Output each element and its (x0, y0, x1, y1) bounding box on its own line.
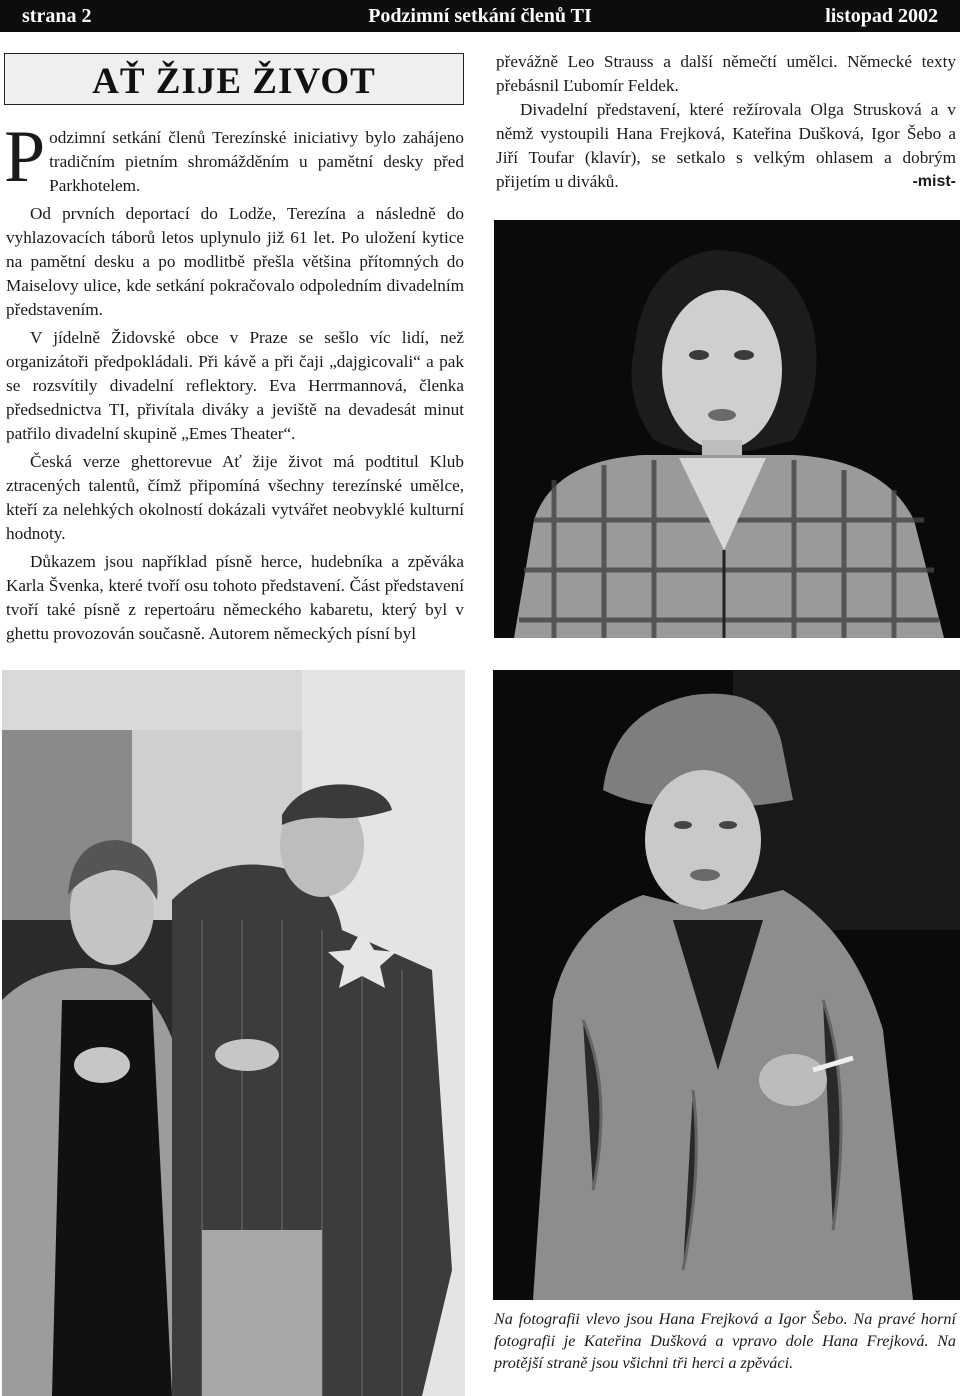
issue-date: listopad 2002 (825, 5, 938, 27)
article-paragraph: Podzimní setkání členů Terezínské iniciativy bylo zahájeno tradičním pietním shromážděním u pamětní desky před Parkhotelem. (4, 116, 464, 198)
page-header (0, 0, 960, 32)
photo-hana-frejkova-igor-sebo (2, 670, 465, 1396)
issue-title: Podzimní setkání členů TI (368, 5, 592, 27)
author-signature: -mist- (912, 173, 956, 190)
drop-cap: P (4, 116, 46, 198)
photo-caption: Na fotografii vlevo jsou Hana Frejková a Igor Šebo. Na pravé horní fotografii je Kateřina Dušková a vpravo dole Hana Frejková. Na protější straně jsou všichni tři herci a zpěváci. (494, 1310, 956, 1372)
article-paragraph: V jídelně Židovské obce v Praze se sešlo víc lidí, než organizátoři předpokládali. Při kávě a při čaji „dajgicovali“ a pak se rozsvítily divadelní reflektory. Eva Herrmannová, členka předsednictva TI, přivítala diváky a jeviště na devadesát minut patřilo divadelní skupině „Emes Theater“. (6, 328, 464, 443)
article-paragraph: převážně Leo Strauss a další němečtí umělci. Německé texty přebásnil Ľubomír Feldek. (496, 52, 956, 95)
article-column-right (496, 50, 956, 194)
article-paragraph: Česká verze ghettorevue Ať žije život má podtitul Klub ztracených talentů, čímž připomíná všechny terezínské umělce, kteří za nelehkých okolností dokázali vytvářet neobvyklé kulturní hodnoty. (6, 452, 464, 543)
article-column-left (4, 116, 464, 650)
article-title-box (4, 53, 464, 105)
article-paragraph: Divadelní představení, které režírovala Olga Strusková a v němž vystoupili Hana Frejková, Kateřina Dušková, Igor Šebo a Jiří Toufar (klavír), se setkalo s velkým ohlasem a dobrým přijetím u diváků. (496, 100, 956, 191)
photo-hana-frejkova (493, 670, 960, 1300)
page-number: strana 2 (22, 5, 92, 27)
photo-katerina-duskova (494, 220, 960, 638)
article-paragraph: Od prvních deportací do Lodže, Terezína a následně do vyhlazovacích táborů letos uplynulo již 61 let. Po uložení kytice na pamětní desku a po modlitbě přešla většina přítomných do Maiselovy ulice, kde setkání pokračovalo odpoledním divadelním představením. (6, 204, 464, 319)
article-paragraph: Důkazem jsou například písně herce, hudebníka a zpěváka Karla Švenka, které tvoří osu tohoto představení. Část představení tvoří také písně z repertoáru německého kabaretu, který byl v ghettu provozován současně. Autorem německých písní byl (6, 552, 464, 643)
article-title: AŤ ŽIJE ŽIVOT (92, 61, 376, 102)
